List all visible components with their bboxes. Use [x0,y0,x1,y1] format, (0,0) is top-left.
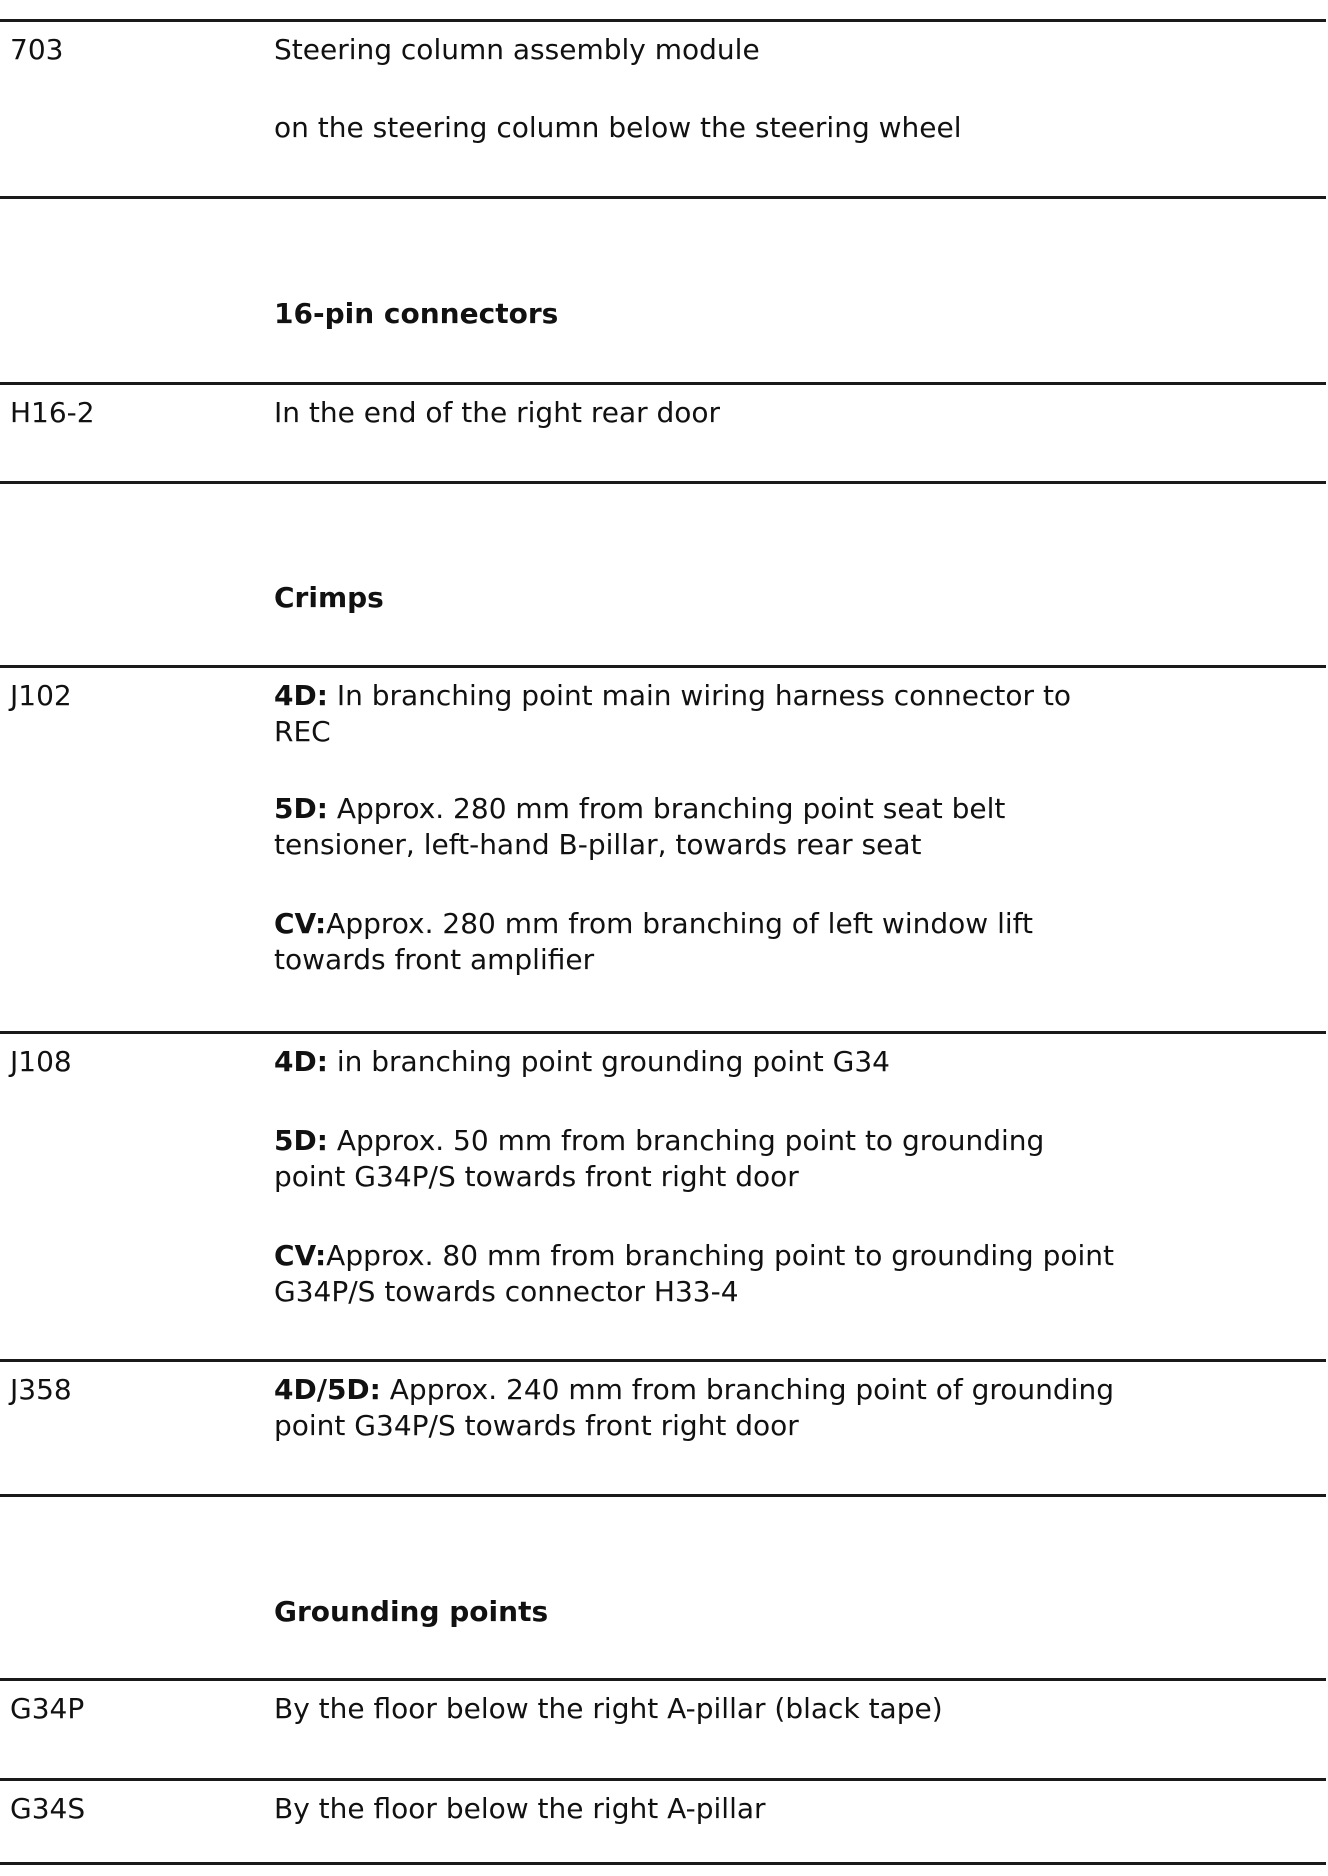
row-divider [0,1494,1326,1497]
variant-label: CV: [274,907,327,940]
variant-entry [274,1123,1124,1195]
description-line: Steering column assembly module [274,33,760,66]
row-divider [0,665,1326,668]
variant-text: Approx. 80 mm from branching point to grounding point G34P/S towards connector H33-4 [274,1239,1114,1308]
variant-entry [274,906,1124,978]
description-line: By the floor below the right A-pillar (black tape) [274,1692,943,1725]
variant-text: In branching point main wiring harness connector to REC [274,679,1072,748]
section-heading: 16-pin connectors [274,297,559,330]
description-line: By the floor below the right A-pillar [274,1792,766,1825]
component-code: H16-2 [10,396,95,429]
variant-text: Approx. 240 mm from branching point of grounding point G34P/S towards front right door [274,1373,1114,1442]
component-code: J358 [10,1373,72,1406]
description-line: In the end of the right rear door [274,396,721,429]
variant-label: 4D: [274,1045,328,1078]
variant-entry [274,1044,1124,1080]
variant-entry [274,1238,1124,1310]
variant-entry [274,791,1124,863]
component-code: G34P [10,1692,85,1725]
section-heading: Crimps [274,581,384,614]
component-code: J108 [10,1045,72,1078]
variant-label: 5D: [274,1124,328,1157]
row-divider [0,196,1326,199]
row-divider [0,19,1326,22]
variant-entry [274,1372,1124,1444]
variant-label: 4D/5D: [274,1373,381,1406]
variant-entry [274,678,1124,750]
component-code: G34S [10,1792,86,1825]
row-divider [0,382,1326,385]
section-heading: Grounding points [274,1595,549,1628]
variant-label: 4D: [274,679,328,712]
variant-label: 5D: [274,792,328,825]
variant-text: Approx. 280 mm from branching point seat belt tensioner, left-hand B-pillar, towards rear seat [274,792,1006,861]
description-line: on the steering column below the steering wheel [274,111,962,144]
row-divider [0,1778,1326,1781]
row-divider [0,1031,1326,1034]
row-divider [0,1359,1326,1362]
row-divider [0,1678,1326,1681]
variant-text: Approx. 50 mm from branching point to grounding point G34P/S towards front right door [274,1124,1045,1193]
variant-text: in branching point grounding point G34 [327,1045,890,1078]
variant-text: Approx. 280 mm from branching of left window lift towards front amplifier [274,907,1033,976]
row-divider [0,481,1326,484]
component-code: 703 [10,33,64,66]
component-code: J102 [10,679,72,712]
row-divider [0,1862,1326,1865]
variant-label: CV: [274,1239,327,1272]
